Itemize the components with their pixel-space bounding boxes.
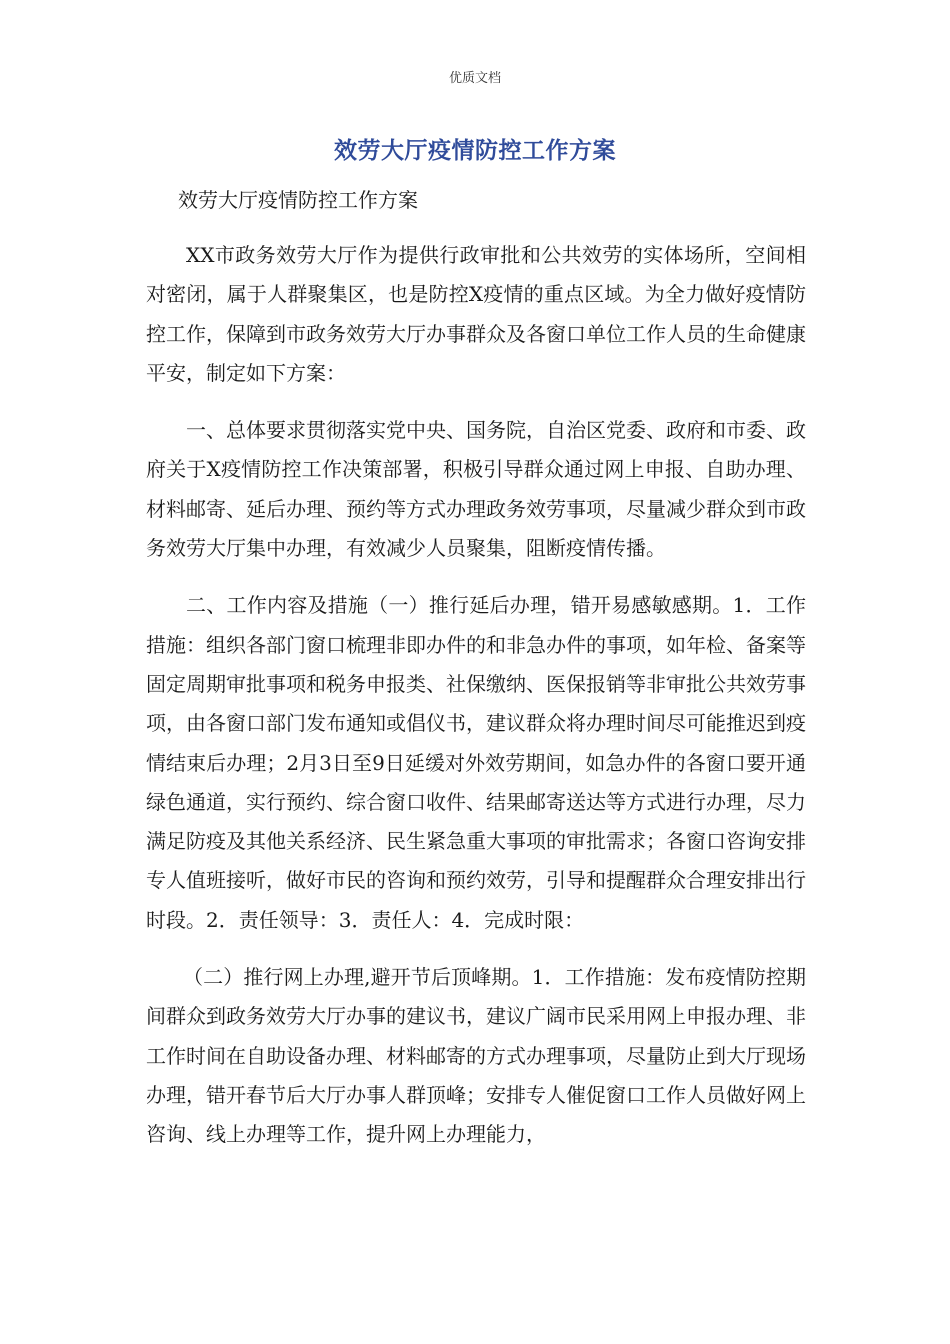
- paragraph-online-handling: （二）推行网上办理,避开节后顶峰期。1．工作措施：发布疫情防控期间群众到政务效劳大厅办事的建议书，建议广阔市民采用网上申报办理、非工作时间在自助设备办理、材料邮寄的方式办理事项，尽量防止到大厅现场办理，错开春节后大厅办事人群顶峰；安排专人催促窗口工作人员做好网上咨询、线上办理等工作，提升网上办理能力，: [146, 965, 806, 1147]
- paragraph-general-requirements: 一、总体要求贯彻落实党中央、国务院，自治区党委、政府和市委、政府关于X疫情防控工作决策部署，积极引导群众通过网上申报、自助办理、材料邮寄、延后办理、预约等方式办理政务效劳事项，尽量减少群众到市政务效劳大厅集中办理，有效减少人员聚集，阻断疫情传播。: [146, 418, 806, 561]
- paragraph-intro: XX市政务效劳大厅作为提供行政审批和公共效劳的实体场所，空间相对密闭，属于人群聚集区，也是防控X疫情的重点区域。为全力做好疫情防控工作，保障到市政务效劳大厅办事群众及各窗口单位工作人员的生命健康平安，制定如下方案：: [146, 243, 806, 385]
- document-title: 效劳大厅疫情防控工作方案: [334, 138, 616, 164]
- paragraph-work-measures: 二、工作内容及措施（一）推行延后办理，错开易感敏感期。1．工作措施：组织各部门窗口梳理非即办件的和非急办件的事项，如年检、备案等固定周期审批事项和税务申报类、社保缴纳、医保报销等非审批公共效劳事项，由各窗口部门发布通知或倡仪书，建议群众将办理时间尽可能推迟到疫情结束后办理；2月3日至9日延缓对外效劳期间，如急办件的各窗口要开通绿色通道，实行预约、综合窗口收件、结果邮寄送达等方式进行办理，尽力满足防疫及其他关系经济、民生紧急重大事项的审批需求；各窗口咨询安排专人值班接听，做好市民的咨询和预约效劳，引导和提醒群众合理安排出行时段。2．责任领导：3．责任人：4．完成时限：: [146, 593, 806, 932]
- header-label: 优质文档: [448, 71, 501, 86]
- document-body: [146, 236, 806, 1173]
- document-subtitle: 效劳大厅疫情防控工作方案: [178, 188, 418, 212]
